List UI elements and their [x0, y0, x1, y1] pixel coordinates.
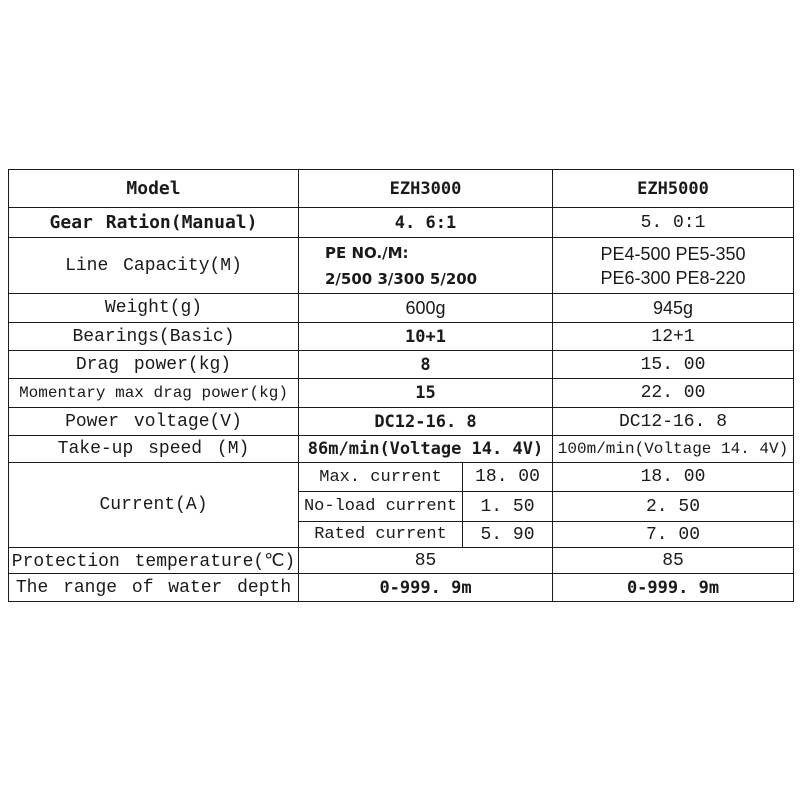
- cell-protection-temp-ezh3000: 85: [299, 548, 553, 574]
- cell-rated-current-ezh3000: 5. 90: [463, 522, 553, 548]
- cell-drag-power-ezh3000: 8: [299, 351, 553, 379]
- cell-noload-current-ezh3000: 1. 50: [463, 492, 553, 522]
- pe-values-line1: PE4-500 PE5-350: [600, 243, 746, 264]
- row-line-capacity: [9, 238, 794, 294]
- cell-noload-current-name: No-load current: [299, 492, 463, 522]
- cell-momentary-drag-label: Momentary max drag power(kg): [9, 379, 299, 408]
- row-momentary-drag: [9, 379, 794, 408]
- cell-water-depth-ezh5000: 0-999. 9m: [553, 574, 794, 602]
- cell-power-voltage-ezh3000: DC12-16. 8: [299, 408, 553, 436]
- row-takeup-speed: [9, 436, 794, 463]
- cell-line-capacity-ezh3000: [299, 238, 553, 294]
- cell-rated-current-name: Rated current: [299, 522, 463, 548]
- row-water-depth: [9, 574, 794, 602]
- row-bearings: [9, 323, 794, 351]
- cell-gear-ezh3000: 4. 6:1: [299, 208, 553, 238]
- cell-model-ezh3000: EZH3000: [299, 170, 553, 208]
- cell-max-current-ezh5000: 18. 00: [553, 463, 794, 492]
- row-protection-temp: [9, 548, 794, 574]
- pe-ratio-values: 2/500 3/300 5/200: [325, 269, 478, 288]
- cell-line-capacity-label: Line Capacity(M): [9, 238, 299, 294]
- cell-drag-power-ezh5000: 15. 00: [553, 351, 794, 379]
- cell-protection-temp-label: Protection temperature(℃): [9, 548, 299, 574]
- cell-current-label: Current(A): [9, 463, 299, 548]
- row-weight: [9, 294, 794, 323]
- cell-drag-power-label: Drag power(kg): [9, 351, 299, 379]
- cell-gear-label: Gear Ration(Manual): [9, 208, 299, 238]
- cell-line-capacity-ezh5000: [553, 238, 794, 294]
- row-current-max: [9, 463, 794, 492]
- cell-gear-ezh5000: 5. 0:1: [553, 208, 794, 238]
- cell-model-ezh5000: EZH5000: [553, 170, 794, 208]
- row-gear-ratio: [9, 208, 794, 238]
- cell-bearings-label: Bearings(Basic): [9, 323, 299, 351]
- cell-model-label: Model: [9, 170, 299, 208]
- cell-water-depth-ezh3000: 0-999. 9m: [299, 574, 553, 602]
- pe-ratio-heading: PE NO./M:: [325, 243, 409, 262]
- cell-momentary-drag-ezh3000: 15: [299, 379, 553, 408]
- spec-table: [8, 169, 794, 602]
- cell-takeup-speed-ezh5000: 100m/min(Voltage 14. 4V): [553, 436, 794, 463]
- cell-protection-temp-ezh5000: 85: [553, 548, 794, 574]
- cell-takeup-speed-ezh3000: 86m/min(Voltage 14. 4V): [299, 436, 553, 463]
- cell-max-current-ezh3000: 18. 00: [463, 463, 553, 492]
- row-power-voltage: [9, 408, 794, 436]
- cell-takeup-speed-label: Take-up speed (M): [9, 436, 299, 463]
- cell-weight-ezh3000: 600g: [299, 294, 553, 323]
- cell-max-current-name: Max. current: [299, 463, 463, 492]
- cell-water-depth-label: The range of water depth: [9, 574, 299, 602]
- cell-weight-label: Weight(g): [9, 294, 299, 323]
- cell-power-voltage-label: Power voltage(V): [9, 408, 299, 436]
- cell-bearings-ezh3000: 10+1: [299, 323, 553, 351]
- row-model: [9, 170, 794, 208]
- cell-weight-ezh5000: 945g: [553, 294, 794, 323]
- cell-rated-current-ezh5000: 7. 00: [553, 522, 794, 548]
- cell-noload-current-ezh5000: 2. 50: [553, 492, 794, 522]
- cell-bearings-ezh5000: 12+1: [553, 323, 794, 351]
- row-drag-power: [9, 351, 794, 379]
- cell-power-voltage-ezh5000: DC12-16. 8: [553, 408, 794, 436]
- cell-momentary-drag-ezh5000: 22. 00: [553, 379, 794, 408]
- pe-values-line2: PE6-300 PE8-220: [600, 267, 746, 288]
